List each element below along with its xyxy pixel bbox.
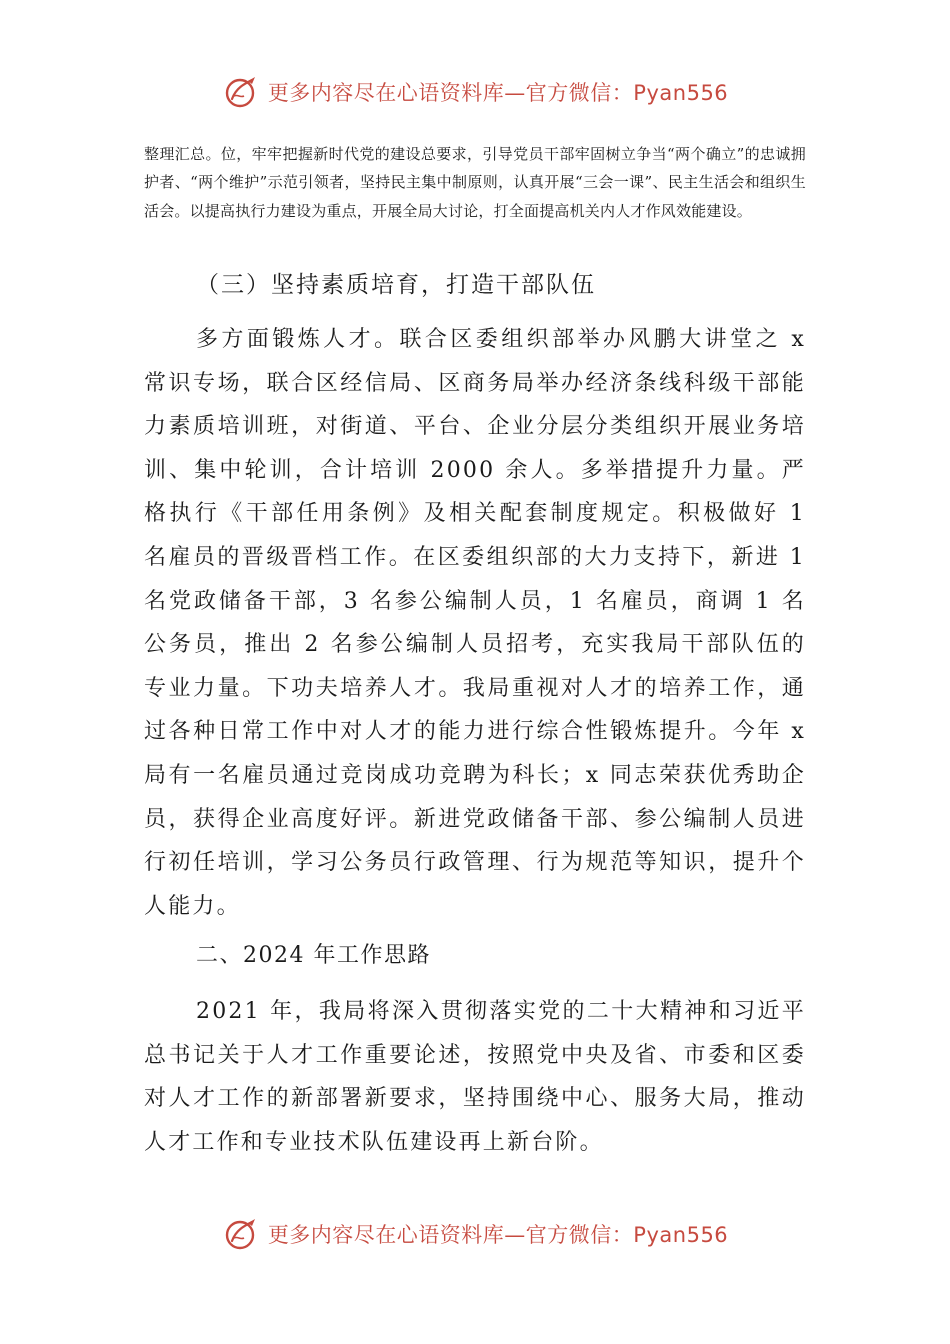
part-heading: 二、2024 年工作思路	[196, 943, 431, 968]
banner-text: 更多内容尽在心语资料库—官方微信：Pyan556	[267, 1223, 729, 1247]
section-paragraph: 多方面锻炼人才。联合区委组织部举办风鹏大讲堂之 x 常识专场，联合区经信局、区商务局举办经济条线科级干部能力素质培训班，对街道、平台、企业分层分类组织开展业务培训、集中轮训，合计培训 2000 余人。多举措提升力量。严格执行《干部任用条例》及相关配套制度规定。积极做好 1 名雇员的晋级晋档工作。在区委组织部的大力支持下，新进 1 名党政储备干部，3 名参公编制人员，1 名雇员，商调 1 名公务员，推出 2 名参公编制人员招考，充实我局干部队伍的专业力量。下功夫培养人才。我局重视对人才的培养工作，通过各种日常工作中对人才的能力进行综合性锻炼提升。今年 x 局有一名雇员通过竞岗成功竞聘为科长；x 同志荣获优秀助企员，获得企业高度好评。新进党政储备干部、参公编制人员进行初任培训，学习公务员行政管理、行为规范等知识，提升个人能力。	[144, 327, 806, 919]
banner-text: 更多内容尽在心语资料库—官方微信：Pyan556	[267, 81, 729, 105]
intro-paragraph: 整理汇总。位，牢牢把握新时代党的建设总要求，引导党员干部牢固树立争当“两个确立”的忠诚拥护者、“两个维护”示范引领者，坚持民主集中制原则，认真开展“三会一课”、民主生活会和组织生活会。以提高执行力建设为重点，开展全局大讨论，打全面提高机关内人才作风效能建设。	[144, 145, 806, 220]
watermark-banner-top	[0, 70, 950, 114]
logo-icon	[222, 72, 262, 112]
logo-icon	[222, 1214, 262, 1254]
watermark-banner-bottom	[0, 1212, 950, 1256]
section-heading: （三）坚持素质培育，打造干部队伍	[196, 272, 596, 298]
part-paragraph: 2021 年，我局将深入贯彻落实党的二十大精神和习近平总书记关于人才工作重要论述，按照党中央及省、市委和区委对人才工作的新部署新要求，坚持围绕中心、服务大局，推动人才工作和专业技术队伍建设再上新台阶。	[144, 999, 806, 1155]
